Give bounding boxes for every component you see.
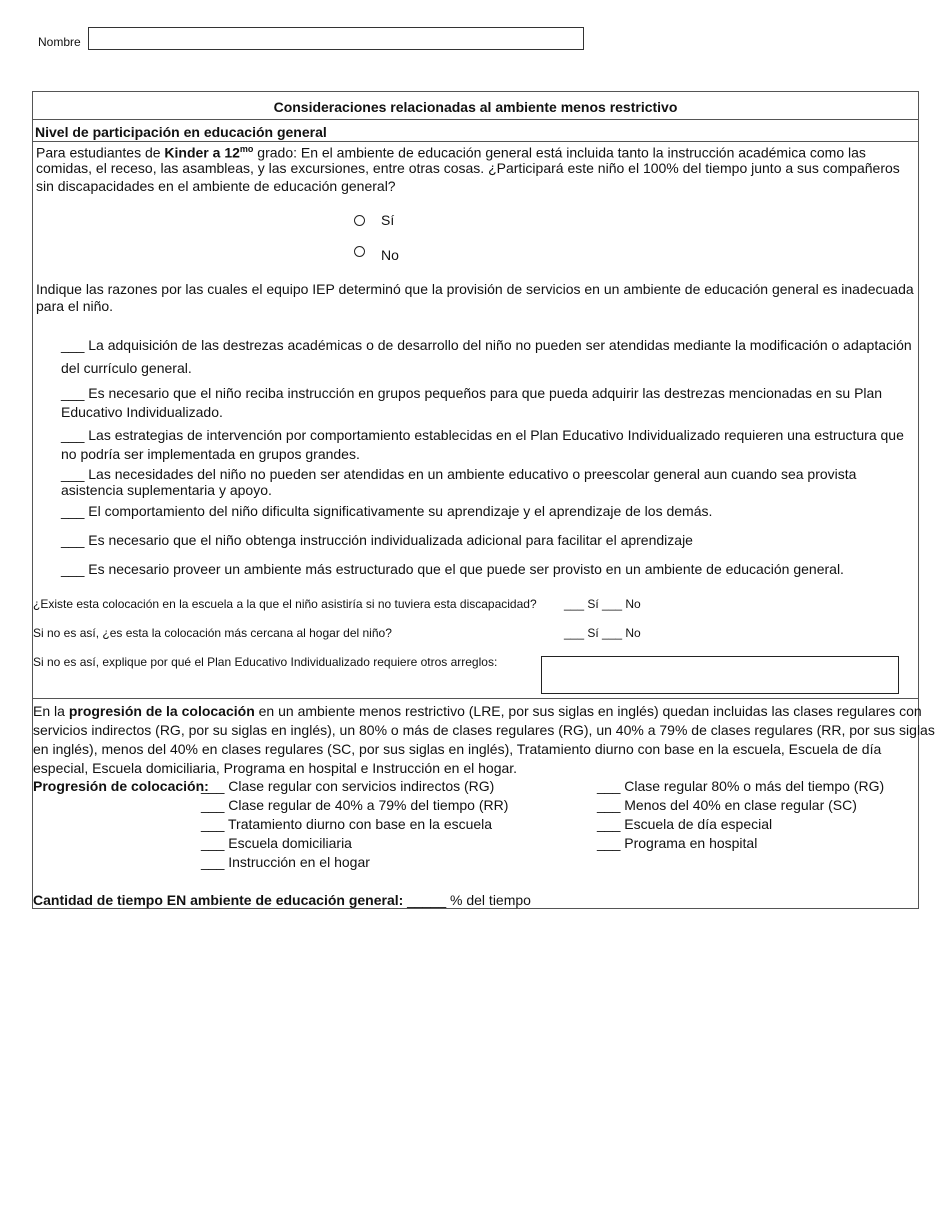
placement-question-2-answers[interactable]: ___ Sí ___ No	[564, 626, 641, 640]
progression-option[interactable]: ___ Menos del 40% en clase regular (SC)	[597, 797, 857, 813]
reason-item[interactable]: ___ El comportamiento del niño dificulta significativamente su aprendizaje y el aprendizaje de los demás.	[61, 503, 713, 519]
nombre-input[interactable]	[88, 27, 584, 50]
nombre-label: Nombre	[38, 35, 81, 49]
section-title: Consideraciones relacionadas al ambiente menos restrictivo	[273, 99, 678, 115]
question-grade-sup: mo	[239, 144, 254, 154]
progression-text-line-3: en inglés), menos del 40% en clases regulares (SC, por sus siglas en inglés), Tratamiento diurno con base en la escuela, Escuela de día	[33, 741, 882, 757]
progression-option[interactable]: ___ Escuela domiciliaria	[201, 835, 352, 851]
placement-question-2: Si no es así, ¿es esta la colocación más cercana al hogar del niño?	[33, 626, 392, 640]
progression-option[interactable]: ___ Instrucción en el hogar	[201, 854, 370, 870]
progression-option[interactable]: ___ Clase regular de 40% a 79% del tiempo (RR)	[201, 797, 509, 813]
reason-item-cont: del currículo general.	[61, 360, 192, 376]
question-line-2: comidas, el receso, las asambleas, y las excursiones, entre otras cosas. ¿Participará este niño el 100% del tiempo junto a sus compañeros	[36, 160, 900, 176]
reason-item-cont: asistencia suplementaria y apoyo.	[61, 482, 272, 498]
progression-text-line-4: especial, Escuela domiciliaria, Programa en hospital e Instrucción en el hogar.	[33, 760, 518, 776]
divider	[32, 698, 919, 699]
reasons-intro-line-1: Indique las razones por las cuales el equipo IEP determinó que la provisión de servicios en un ambiente de educación general es inadecuada	[36, 281, 914, 297]
reason-item[interactable]: ___ Es necesario proveer un ambiente más estructurado que el que puede ser provisto en un ambiente de educación general.	[61, 561, 844, 577]
radio-si-label: Sí	[381, 212, 395, 228]
question-grade: Kinder a 12	[164, 144, 240, 161]
progression-option[interactable]: ___ Clase regular 80% o más del tiempo (RG)	[597, 778, 885, 794]
placement-question-1: ¿Existe esta colocación en la escuela a la que el niño asistiría si no tuviera esta discapacidad?	[33, 597, 537, 611]
explanation-field[interactable]	[541, 656, 899, 694]
radio-si[interactable]	[354, 215, 365, 226]
reasons-intro-line-2: para el niño.	[36, 298, 114, 314]
progression-line-1-rest: en un ambiente menos restrictivo (LRE, por sus siglas en inglés) quedan incluidas las clases regulares con	[254, 703, 922, 719]
time-blank[interactable]: _____	[403, 892, 447, 908]
reason-item-cont: no podría ser implementada en grupos grandes.	[61, 446, 360, 462]
question-line-3: sin discapacidades en el ambiente de educación general?	[36, 178, 396, 194]
progression-text-line-1	[33, 702, 922, 720]
divider	[32, 119, 919, 120]
placement-question-3: Si no es así, explique por qué el Plan Educativo Individualizado requiere otros arreglos:	[33, 655, 498, 669]
progression-prefix: En la	[33, 703, 69, 719]
question-line-1-rest: grado: En el ambiente de educación general está incluida tanto la instrucción académica como las	[253, 144, 866, 161]
progression-option[interactable]: ___ Escuela de día especial	[597, 816, 773, 832]
progression-option[interactable]: ___ Clase regular con servicios indirectos (RG)	[201, 778, 495, 794]
time-suffix: % del tiempo	[446, 892, 531, 908]
placement-question-1-answers[interactable]: ___ Sí ___ No	[564, 597, 641, 611]
radio-no-label: No	[381, 247, 399, 263]
reason-item[interactable]: ___ Las estrategias de intervención por comportamiento establecidas en el Plan Educativo Individualizado requieren una estructura que	[61, 427, 904, 443]
radio-no[interactable]	[354, 246, 365, 257]
progression-option[interactable]: ___ Programa en hospital	[597, 835, 758, 851]
question-prefix: Para estudiantes de	[36, 144, 165, 161]
reason-item[interactable]: ___ Las necesidades del niño no pueden ser atendidas en un ambiente educativo o preescolar general aun cuando sea provista	[61, 466, 857, 482]
time-label: Cantidad de tiempo EN ambiente de educación general:	[33, 892, 404, 908]
reason-item[interactable]: ___ La adquisición de las destrezas académicas o de desarrollo del niño no pueden ser atendidas mediante la modificación o adaptación	[61, 337, 912, 353]
section-subtitle: Nivel de participación en educación general	[35, 124, 327, 140]
time-row	[33, 891, 531, 909]
reason-item[interactable]: ___ Es necesario que el niño obtenga instrucción individualizada adicional para facilitar el aprendizaje	[61, 532, 693, 548]
progression-text-line-2: servicios indirectos (RG, por su siglas en inglés), un 80% o más de clases regulares (RG), un 40% a 79% de clases regulares (RR, por sus siglas	[33, 722, 935, 738]
progression-label: Progresión de colocación:	[33, 778, 209, 794]
progression-bold: progresión de la colocación	[68, 703, 255, 719]
reason-item-cont: Educativo Individualizado.	[61, 404, 223, 420]
progression-option[interactable]: ___ Tratamiento diurno con base en la escuela	[201, 816, 493, 832]
reason-item[interactable]: ___ Es necesario que el niño reciba instrucción en grupos pequeños para que pueda adquirir las destrezas mencionadas en su Plan	[61, 385, 883, 401]
